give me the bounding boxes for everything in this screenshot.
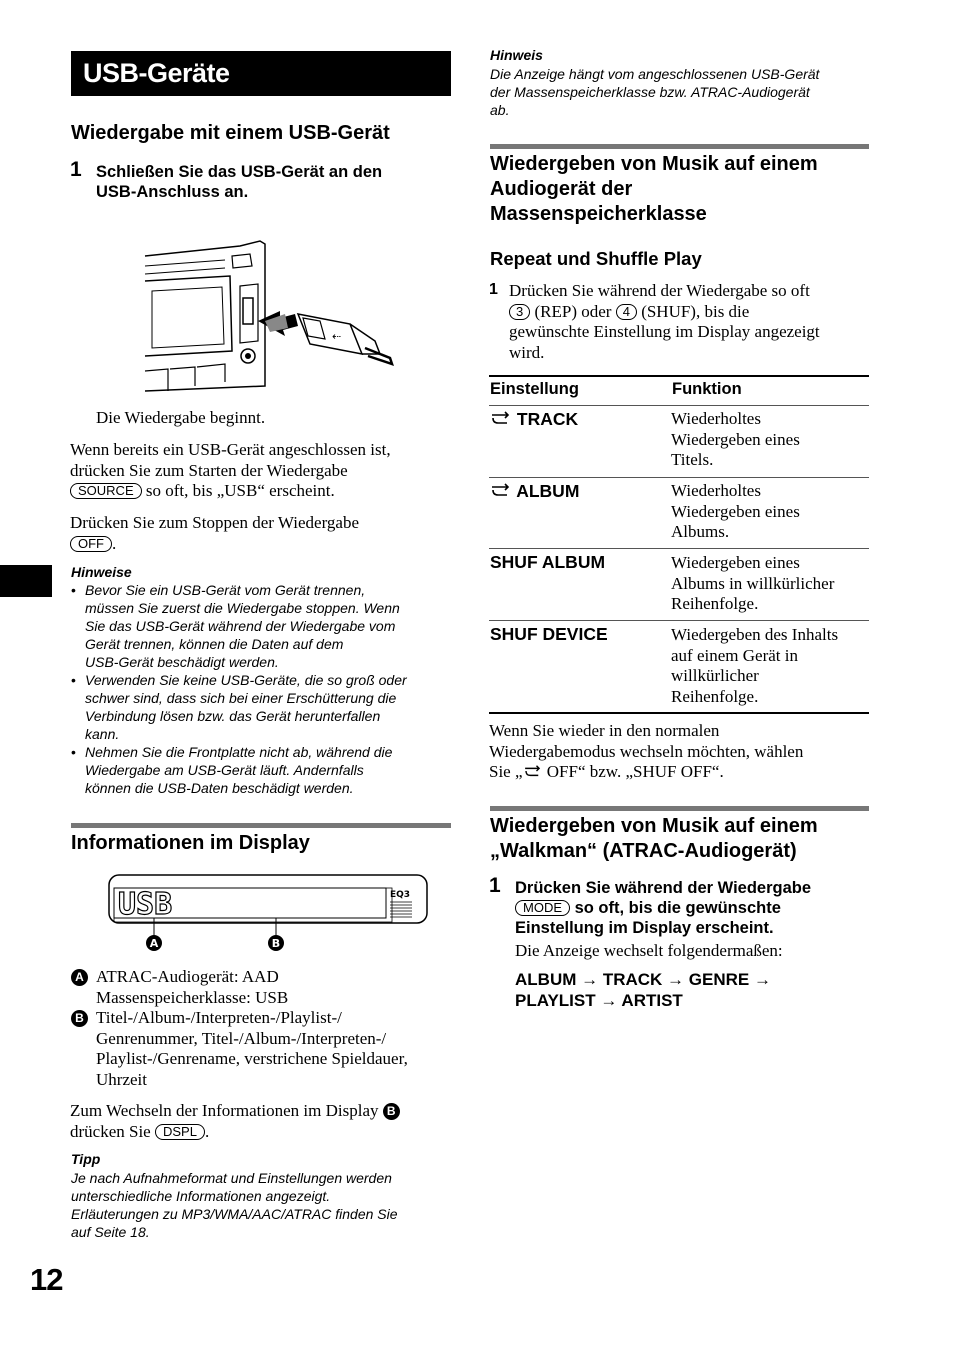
- display-legend: A ATRAC-Audiogerät: AAD Massenspeicherklasse: USB B Titel-/Album-/Interpreten-/Playlist-/ Genrenummer, Titel-/Album-/Interpreten-/ Playlist-/Genrename, verstrichene Spieldauer, Uhrzeit: [71, 967, 456, 1090]
- off-key: OFF: [70, 536, 112, 552]
- section-divider: [490, 144, 869, 149]
- table-top-rule: [489, 375, 869, 377]
- table-rule: [489, 548, 869, 549]
- display-sequence: ALBUM → TRACK → GENRE → PLAYLIST → ARTIST: [515, 970, 771, 1010]
- source-key: SOURCE: [70, 483, 142, 499]
- note-title: Hinweis: [490, 47, 543, 63]
- repeat-icon: [490, 410, 512, 426]
- result-text: Die Anzeige wechselt folgendermaßen:: [515, 941, 783, 960]
- section-heading-mass-storage: Wiedergeben von Musik auf einem Audiogerät der Massenspeicherklasse: [490, 153, 818, 225]
- display-segment-text: USB: [118, 887, 173, 922]
- paragraph-start-playback: Wenn bereits ein USB-Gerät angeschlossen ist, drücken Sie zum Starten der Wiedergabe SOURCE so oft, bis „USB“ erscheint.: [70, 440, 391, 500]
- step-number: 1: [489, 874, 501, 897]
- table-row-setting: ALBUM: [490, 481, 579, 502]
- table-row-setting: SHUF DEVICE: [490, 624, 608, 644]
- section-heading-walkman: Wiedergeben von Musik auf einem „Walkman“ (ATRAC-Audiogerät): [490, 815, 818, 862]
- table-rule: [489, 620, 869, 621]
- dspl-key: DSPL: [155, 1124, 205, 1140]
- step-instruction: Schließen Sie das USB-Gerät an den USB-Anschluss an.: [96, 163, 383, 201]
- step-instruction: Drücken Sie während der Wiedergabe MODE so oft, bis die gewünschte Einstellung im Display erscheint.: [515, 879, 812, 937]
- legend-marker-b: B: [383, 1103, 400, 1120]
- legend-marker-a: A: [71, 969, 88, 986]
- legend-marker-b: B: [71, 1010, 88, 1027]
- callout-a: A: [149, 937, 159, 950]
- table-row-function: Wiederholtes Wiedergeben eines Titels.: [671, 409, 800, 469]
- repeat-icon: [490, 482, 512, 498]
- table-rule: [489, 477, 869, 478]
- section-divider: [71, 823, 451, 828]
- table-row-function: Wiederholtes Wiedergeben eines Albums.: [671, 481, 800, 541]
- callout-b: B: [271, 937, 281, 950]
- table-bottom-rule: [489, 712, 869, 714]
- repeat-icon: [523, 764, 543, 778]
- paragraph-stop-playback: Drücken Sie zum Stoppen der Wiedergabe OFF .: [70, 513, 360, 553]
- tip-text: Je nach Aufnahmeformat und Einstellungen werden unterschiedliche Informationen angezeigt. Erläuterungen zu MP3/WMA/AAC/ATRAC finden Sie auf Seite 18.: [71, 1170, 398, 1240]
- display-eq-indicator: EQ3: [390, 890, 411, 900]
- note-text: Die Anzeige hängt vom angeschlossenen USB-Gerät der Massenspeicherklasse bzw. ATRAC-Audiogerät ab.: [490, 66, 820, 118]
- key-3: 3: [509, 304, 530, 320]
- table-row-setting: SHUF ALBUM: [490, 552, 606, 572]
- chapter-tab: [0, 565, 52, 597]
- section-heading-display-info: Informationen im Display: [71, 832, 310, 854]
- table-row-function: Wiedergeben eines Albums in willkürlicher Reihenfolge.: [671, 553, 835, 613]
- note-item: • Verwenden Sie keine USB-Geräte, die so groß oder schwer sind, dass sich bei einer Erschütterung die Verbindung lösen bzw. das Gerät herunterfallen kann.: [71, 671, 456, 743]
- step-number: 1: [489, 281, 498, 298]
- notes-list: [71, 581, 456, 797]
- usb-connection-illustration: [140, 236, 400, 396]
- step-number: 1: [70, 158, 82, 181]
- note-item: • Bevor Sie ein USB-Gerät vom Gerät trennen, müssen Sie zuerst die Wiedergabe stoppen. Wenn Sie das USB-Gerät während der Wiedergabe vom Gerät trennen, können die Daten auf dem USB-Gerät beschädigt werden.: [71, 581, 456, 671]
- paragraph-normal-mode: Wenn Sie wieder in den normalen Wiedergabemodus wechseln möchten, wählen Sie „ OFF“ bzw. „SHUF OFF“.: [489, 721, 804, 781]
- page-title: USB-Geräte: [71, 51, 451, 96]
- table-header-setting: Einstellung: [490, 380, 579, 398]
- notes-title: Hinweise: [71, 564, 132, 580]
- section-heading-usb-playback: Wiedergabe mit einem USB-Gerät: [71, 122, 390, 144]
- section-divider: [490, 806, 869, 811]
- svg-text:⇠: ⇠: [332, 330, 342, 343]
- subheading-repeat-shuffle: Repeat und Shuffle Play: [490, 248, 702, 269]
- mode-key: MODE: [515, 900, 570, 916]
- paragraph-change-info: Zum Wechseln der Informationen im Display B drücken Sie DSPL .: [70, 1101, 455, 1142]
- key-4: 4: [616, 304, 637, 320]
- tip-title: Tipp: [71, 1151, 101, 1167]
- table-header-function: Funktion: [672, 380, 742, 398]
- table-rule: [489, 405, 869, 406]
- page-number: 12: [30, 1262, 63, 1297]
- display-illustration: [108, 874, 430, 956]
- table-row-setting: TRACK: [490, 409, 578, 430]
- result-text: Die Wiedergabe beginnt.: [96, 408, 266, 427]
- step-instruction: Drücken Sie während der Wiedergabe so oft 3 (REP) oder 4 (SHUF), bis die gewünschte Einstellung im Display angezeigt wird.: [509, 281, 820, 362]
- note-item: • Nehmen Sie die Frontplatte nicht ab, während die Wiedergabe am USB-Gerät läuft. Andernfalls können die USB-Daten beschädigt werden.: [71, 743, 456, 797]
- table-row-function: Wiedergeben des Inhalts auf einem Gerät in willkürlicher Reihenfolge.: [671, 625, 839, 706]
